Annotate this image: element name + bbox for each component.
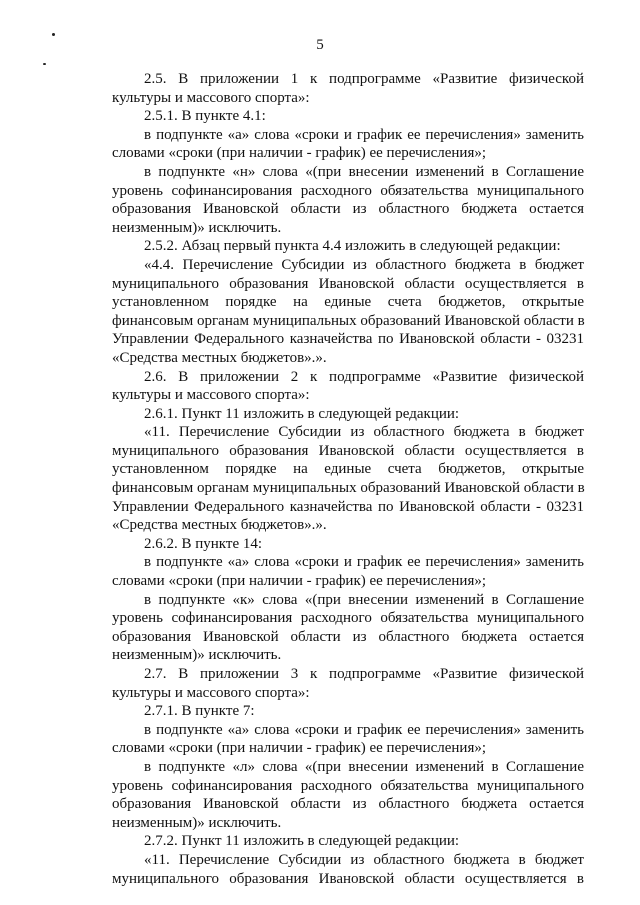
text-line: муниципального образования Ивановской области осуществляется в — [112, 275, 584, 292]
text-line: Управлении Федерального казначейства по Ивановской области - 03231 — [112, 498, 584, 515]
text-line: неизменным)» исключить. — [112, 814, 282, 831]
text-line: в подпункте «а» слова «сроки и график ее перечисления» заменить — [144, 554, 584, 571]
text-line: в подпункте «а» слова «сроки и график ее перечисления» заменить — [144, 126, 584, 143]
text-line: уровень софинансирования расходного обязательства муниципального — [112, 610, 584, 627]
text-line: 2.5.1. В пункте 4.1: — [144, 108, 266, 125]
text-line: культуры и массового спорта»: — [112, 684, 310, 701]
document-body — [112, 70, 584, 888]
page-number: 5 — [316, 37, 324, 53]
text-line: финансовым органам муниципальных образований Ивановской области в — [112, 312, 585, 329]
text-line: уровень софинансирования расходного обязательства муниципального — [112, 777, 584, 794]
text-line: 2.6.1. Пункт 11 изложить в следующей редакции: — [144, 405, 460, 422]
text-line: в подпункте «л» слова «(при внесении изменений в Соглашение — [144, 758, 584, 775]
text-line: неизменным)» исключить. — [112, 219, 282, 236]
text-line: словами «сроки (при наличии - график) ее перечисления»; — [112, 740, 487, 757]
text-line: 2.7.1. В пункте 7: — [144, 703, 255, 720]
text-line: образования Ивановской области из областного бюджета остается — [112, 201, 584, 218]
text-line: муниципального образования Ивановской области осуществляется в — [112, 442, 584, 459]
text-line: «Средства местных бюджетов».». — [112, 349, 327, 366]
text-line: словами «сроки (при наличии - график) ее перечисления»; — [112, 145, 487, 162]
text-line: «Средства местных бюджетов».». — [112, 517, 327, 534]
scan-speck — [43, 63, 46, 65]
text-line: 2.5.2. Абзац первый пункта 4.4 изложить в следующей редакции: — [144, 238, 561, 255]
text-line: уровень софинансирования расходного обязательства муниципального — [112, 182, 584, 199]
text-line: 2.7. В приложении 3 к подпрограмме «Развитие физической — [144, 666, 584, 682]
text-line: 2.7.2. Пункт 11 изложить в следующей редакции: — [144, 833, 460, 850]
text-line: установленном порядке на единые счета бюджетов, открытые — [112, 461, 584, 478]
text-line: муниципального образования Ивановской области осуществляется в — [112, 870, 584, 887]
text-line: 2.5. В приложении 1 к подпрограмме «Развитие физической — [144, 71, 584, 87]
text-line: установленном порядке на единые счета бюджетов, открытые — [112, 294, 584, 311]
text-line: образования Ивановской области из областного бюджета остается — [112, 628, 584, 645]
text-line: «11. Перечисление Субсидии из областного бюджета в бюджет — [144, 424, 584, 441]
text-line: «4.4. Перечисление Субсидии из областного бюджета в бюджет — [144, 256, 584, 273]
text-line: в подпункте «н» слова «(при внесении изменений в Соглашение — [144, 163, 584, 180]
text-line: образования Ивановской области из областного бюджета остается — [112, 796, 584, 813]
text-line: 2.6.2. В пункте 14: — [144, 535, 263, 552]
text-line: словами «сроки (при наличии - график) ее перечисления»; — [112, 573, 487, 590]
text-line: неизменным)» исключить. — [112, 647, 282, 664]
text-line: финансовым органам муниципальных образований Ивановской области в — [112, 480, 585, 497]
text-line: в подпункте «а» слова «сроки и график ее перечисления» заменить — [144, 721, 584, 738]
text-line: «11. Перечисление Субсидии из областного бюджета в бюджет — [144, 851, 584, 868]
text-line: культуры и массового спорта»: — [112, 387, 310, 404]
text-line: культуры и массового спорта»: — [112, 89, 310, 106]
text-line: в подпункте «к» слова «(при внесении изменений в Соглашение — [144, 591, 584, 608]
text-line: 2.6. В приложении 2 к подпрограмме «Развитие физической — [144, 368, 584, 385]
text-line: Управлении Федерального казначейства по Ивановской области - 03231 — [112, 331, 584, 348]
